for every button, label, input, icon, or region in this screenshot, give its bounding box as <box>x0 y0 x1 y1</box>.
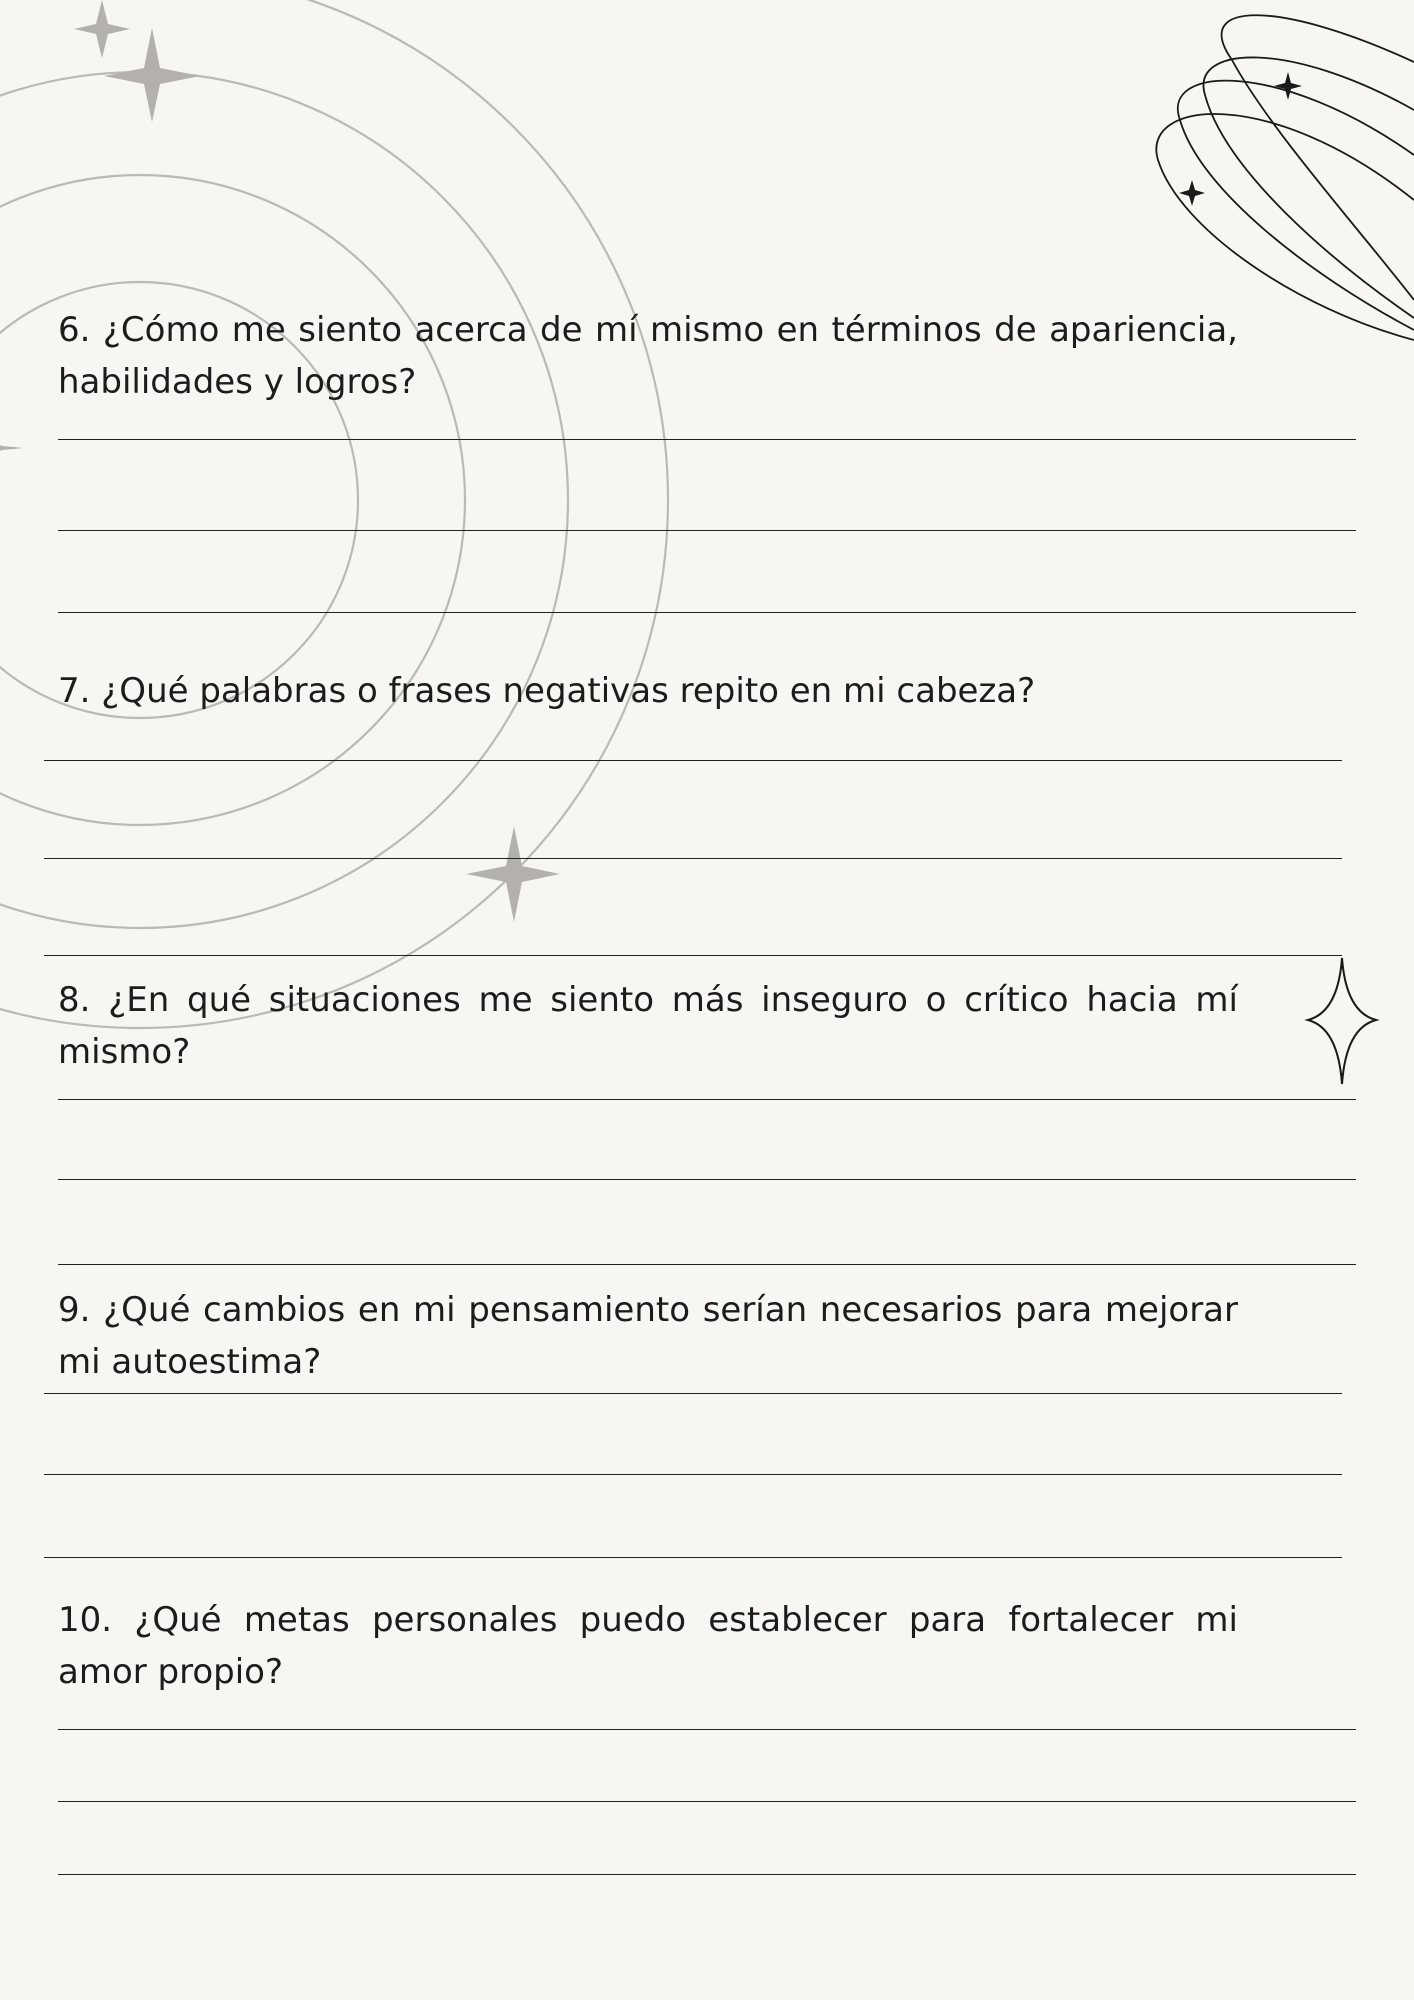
sparkle-icon <box>1274 72 1302 100</box>
answer-line[interactable] <box>58 439 1356 440</box>
sparkle-icon <box>104 28 200 122</box>
question-number: 7. <box>58 671 91 711</box>
sparkle-icon <box>0 440 24 456</box>
question-9 <box>58 1284 1238 1388</box>
answer-line[interactable] <box>58 1874 1356 1875</box>
question-text: ¿Qué metas personales puedo establecer para fortalecer mi amor propio? <box>58 1600 1238 1692</box>
sparkle-icon <box>466 826 560 922</box>
orbit-swoosh <box>1156 15 1414 340</box>
answer-line[interactable] <box>44 955 1342 956</box>
question-number: 9. <box>58 1290 91 1330</box>
question-text: ¿Qué cambios en mi pensamiento serían necesarios para mejorar mi autoestima? <box>58 1290 1238 1382</box>
question-8 <box>58 974 1238 1078</box>
orbit-rings <box>0 0 668 1028</box>
answer-line[interactable] <box>58 1801 1356 1802</box>
answer-line[interactable] <box>44 858 1342 859</box>
answer-line[interactable] <box>44 1474 1342 1475</box>
answer-line[interactable] <box>58 612 1356 613</box>
question-text: ¿Qué palabras o frases negativas repito en mi cabeza? <box>101 671 1036 711</box>
question-number: 10. <box>58 1600 113 1640</box>
question-number: 8. <box>58 980 91 1020</box>
sparkle-icon <box>74 0 130 58</box>
question-text: ¿Cómo me siento acerca de mí mismo en términos de apariencia, habilidades y logros? <box>58 310 1238 402</box>
answer-line[interactable] <box>58 530 1356 531</box>
answer-line[interactable] <box>58 1264 1356 1265</box>
sparkle-icon <box>1308 958 1376 1084</box>
question-text: ¿En qué situaciones me siento más inseguro o crítico hacia mí mismo? <box>58 980 1238 1072</box>
answer-line[interactable] <box>58 1179 1356 1180</box>
answer-line[interactable] <box>44 760 1342 761</box>
answer-line[interactable] <box>58 1099 1356 1100</box>
question-6 <box>58 304 1238 408</box>
question-10 <box>58 1594 1238 1698</box>
question-7 <box>58 665 1238 717</box>
answer-line[interactable] <box>44 1557 1342 1558</box>
answer-line[interactable] <box>44 1393 1342 1394</box>
answer-line[interactable] <box>58 1729 1356 1730</box>
sparkle-icon <box>1179 180 1205 206</box>
question-number: 6. <box>58 310 91 350</box>
